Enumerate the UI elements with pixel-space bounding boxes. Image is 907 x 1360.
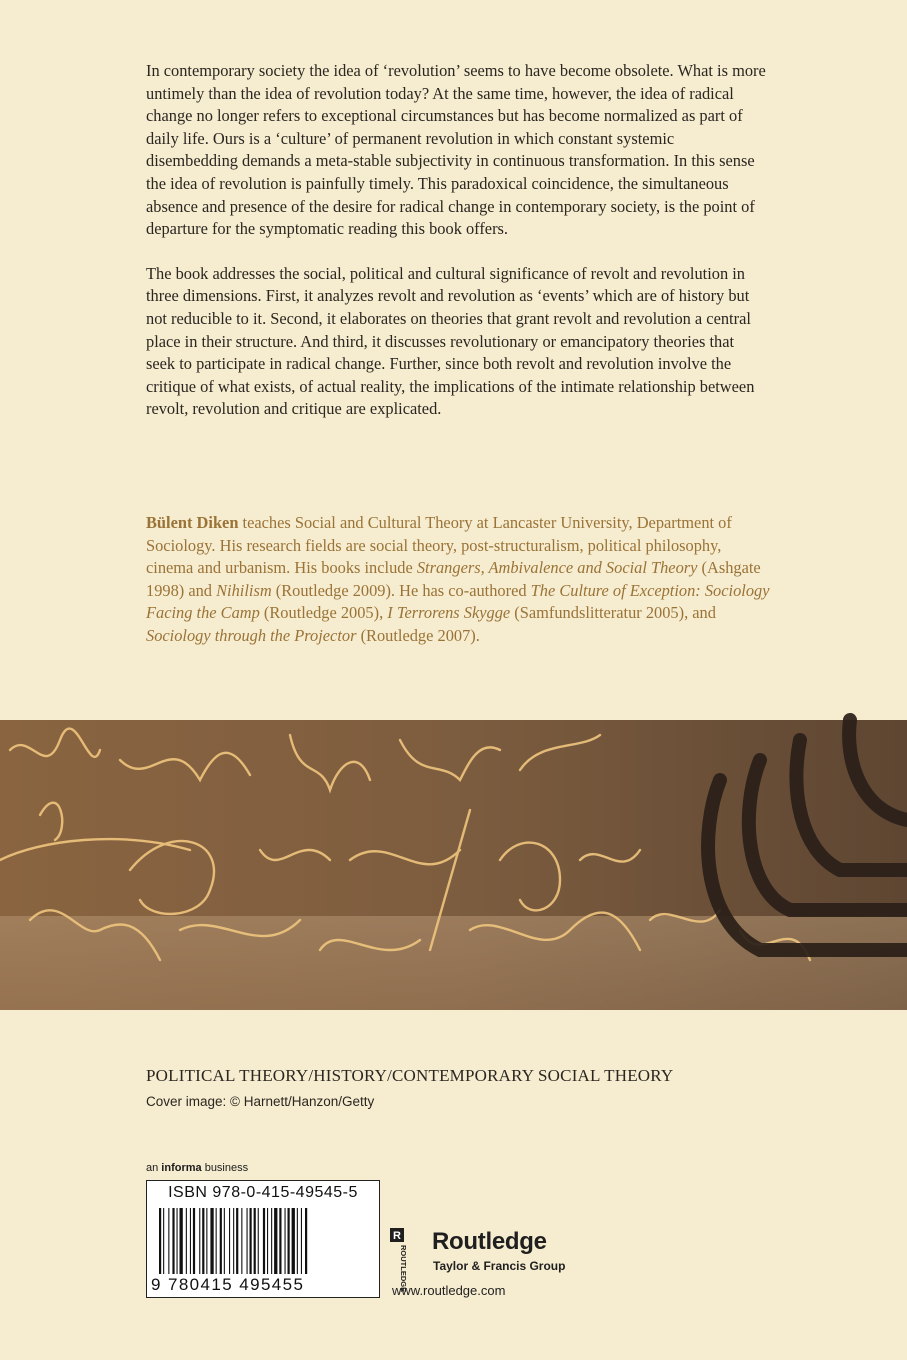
routledge-logo-icon — [390, 1228, 408, 1293]
description-paragraph-1: In contemporary society the idea of ‘revolution’ seems to have become obsolete. What is more untimely than the idea of revolution today? At the same time, however, the idea of radical change no longer refers to exceptional circumstances but has become normalized as part of daily life. Ours is a ‘culture’ of permanent revolution in which constant systemic disembedding demands a meta-stable subjectivity in continuous transformation. In this sense the idea of revolution is painfully timely. This paradoxical coincidence, the simultaneous absence and presence of the desire for radical change in contemporary society, is the point of departure for the symptomatic reading this book offers. — [146, 61, 766, 239]
barcode-bar — [202, 1208, 204, 1274]
barcode-bar — [186, 1208, 187, 1274]
bio-title-5: Sociology through the Projector — [146, 625, 357, 645]
barcode-bar — [180, 1208, 183, 1274]
calligraphy-artwork — [0, 720, 907, 1010]
barcode-bar — [258, 1208, 259, 1274]
subject-categories: POLITICAL THEORY/HISTORY/CONTEMPORARY SOCIAL THEORY — [146, 1066, 674, 1085]
bio-text-1: teaches Social and Cultural Theory at Lancaster University, Department of Sociology. His research fields are social theory, post-structuralism, political philosophy, cinema and urbanism. His books include — [146, 513, 732, 578]
barcode-bar — [216, 1208, 217, 1274]
informa-post: business — [201, 1162, 249, 1174]
cover-image-band — [0, 720, 907, 1010]
barcode-bar — [271, 1208, 272, 1274]
barcode-bar — [285, 1208, 286, 1274]
barcode-bar — [254, 1208, 256, 1274]
barcode-bar — [229, 1208, 230, 1274]
barcode-bar — [224, 1208, 225, 1274]
barcode-bar — [177, 1208, 178, 1274]
bio-text-4: (Routledge 2005), — [259, 603, 388, 623]
bio-title-4: I Terrorens Skygge — [387, 603, 511, 623]
isbn-barcode — [146, 1180, 380, 1298]
cover-image-credit: Cover image: © Harnett/Hanzon/Getty — [146, 1094, 375, 1109]
barcode-bar — [263, 1208, 265, 1274]
bio-title-2: Nihilism — [216, 580, 272, 600]
barcode-bar — [190, 1208, 191, 1274]
barcode-bar — [288, 1208, 290, 1274]
bio-text-6: (Routledge 2007). — [356, 625, 480, 645]
barcode-bar — [193, 1208, 195, 1274]
barcode-bar — [163, 1208, 164, 1274]
author-name: Bülent Diken — [146, 513, 239, 532]
routledge-mark-text: ROUTLEDGE — [399, 1245, 408, 1293]
bio-text-2: (Ashgate 1998) and — [146, 558, 761, 600]
barcode-bar — [172, 1208, 174, 1274]
barcode-bar — [301, 1208, 302, 1274]
informa-brand: informa — [161, 1162, 202, 1174]
barcode-bar — [236, 1208, 238, 1274]
publisher-name: Routledge — [432, 1228, 547, 1255]
barcode-bar — [199, 1208, 200, 1274]
book-description — [146, 60, 766, 443]
bio-title-1: Strangers, Ambivalence and Social Theory — [416, 558, 698, 578]
author-bio — [146, 512, 771, 648]
publisher-website[interactable]: www.routledge.com — [392, 1283, 506, 1298]
barcode-bar — [279, 1208, 281, 1274]
barcode-bar — [274, 1208, 277, 1274]
description-paragraph-2: The book addresses the social, political and cultural significance of revolt and revolution in three dimensions. First, it analyzes revolt and revolution as ‘events’ which are of history but not reducible to it. Second, it elaborates on theories that grant revolt and revolution a central place in their structure. And third, it discusses revolutionary or emancipatory theories that seek to participate in radical change. Further, since both revolt and revolution involve the critique of what exists, of actual reality, the implications of the intimate relationship between revolt, revolution and critique are explicated. — [146, 263, 755, 419]
isbn-label: ISBN 978-0-415-49545-5 — [168, 1184, 358, 1201]
barcode-bar — [250, 1208, 252, 1274]
barcode-bar — [206, 1208, 207, 1274]
barcode-bar — [220, 1208, 222, 1274]
barcode-bar — [292, 1208, 295, 1274]
barcode-bar — [210, 1208, 213, 1274]
informa-tagline — [146, 1162, 248, 1174]
barcode-bar — [247, 1208, 248, 1274]
publisher-group: Taylor & Francis Group — [433, 1259, 566, 1273]
barcode-bar — [305, 1208, 307, 1274]
barcode-bar — [159, 1208, 161, 1274]
barcode-bars — [157, 1208, 369, 1274]
barcode-bar — [168, 1208, 169, 1274]
bio-text-5: (Samfundslitteratur 2005), and — [510, 603, 716, 623]
informa-pre: an — [146, 1162, 162, 1174]
barcode-bar — [297, 1208, 298, 1274]
barcode-bar — [233, 1208, 234, 1274]
bio-text-3: (Routledge 2009). He has co-authored — [271, 580, 531, 600]
isbn-digits: 9 780415 495455 — [151, 1275, 305, 1294]
barcode-bar — [267, 1208, 268, 1274]
svg-text:R: R — [393, 1230, 401, 1242]
barcode-bar — [241, 1208, 242, 1274]
bio-title-3: The Culture of Exception: Sociology Facing the Camp — [146, 580, 770, 623]
